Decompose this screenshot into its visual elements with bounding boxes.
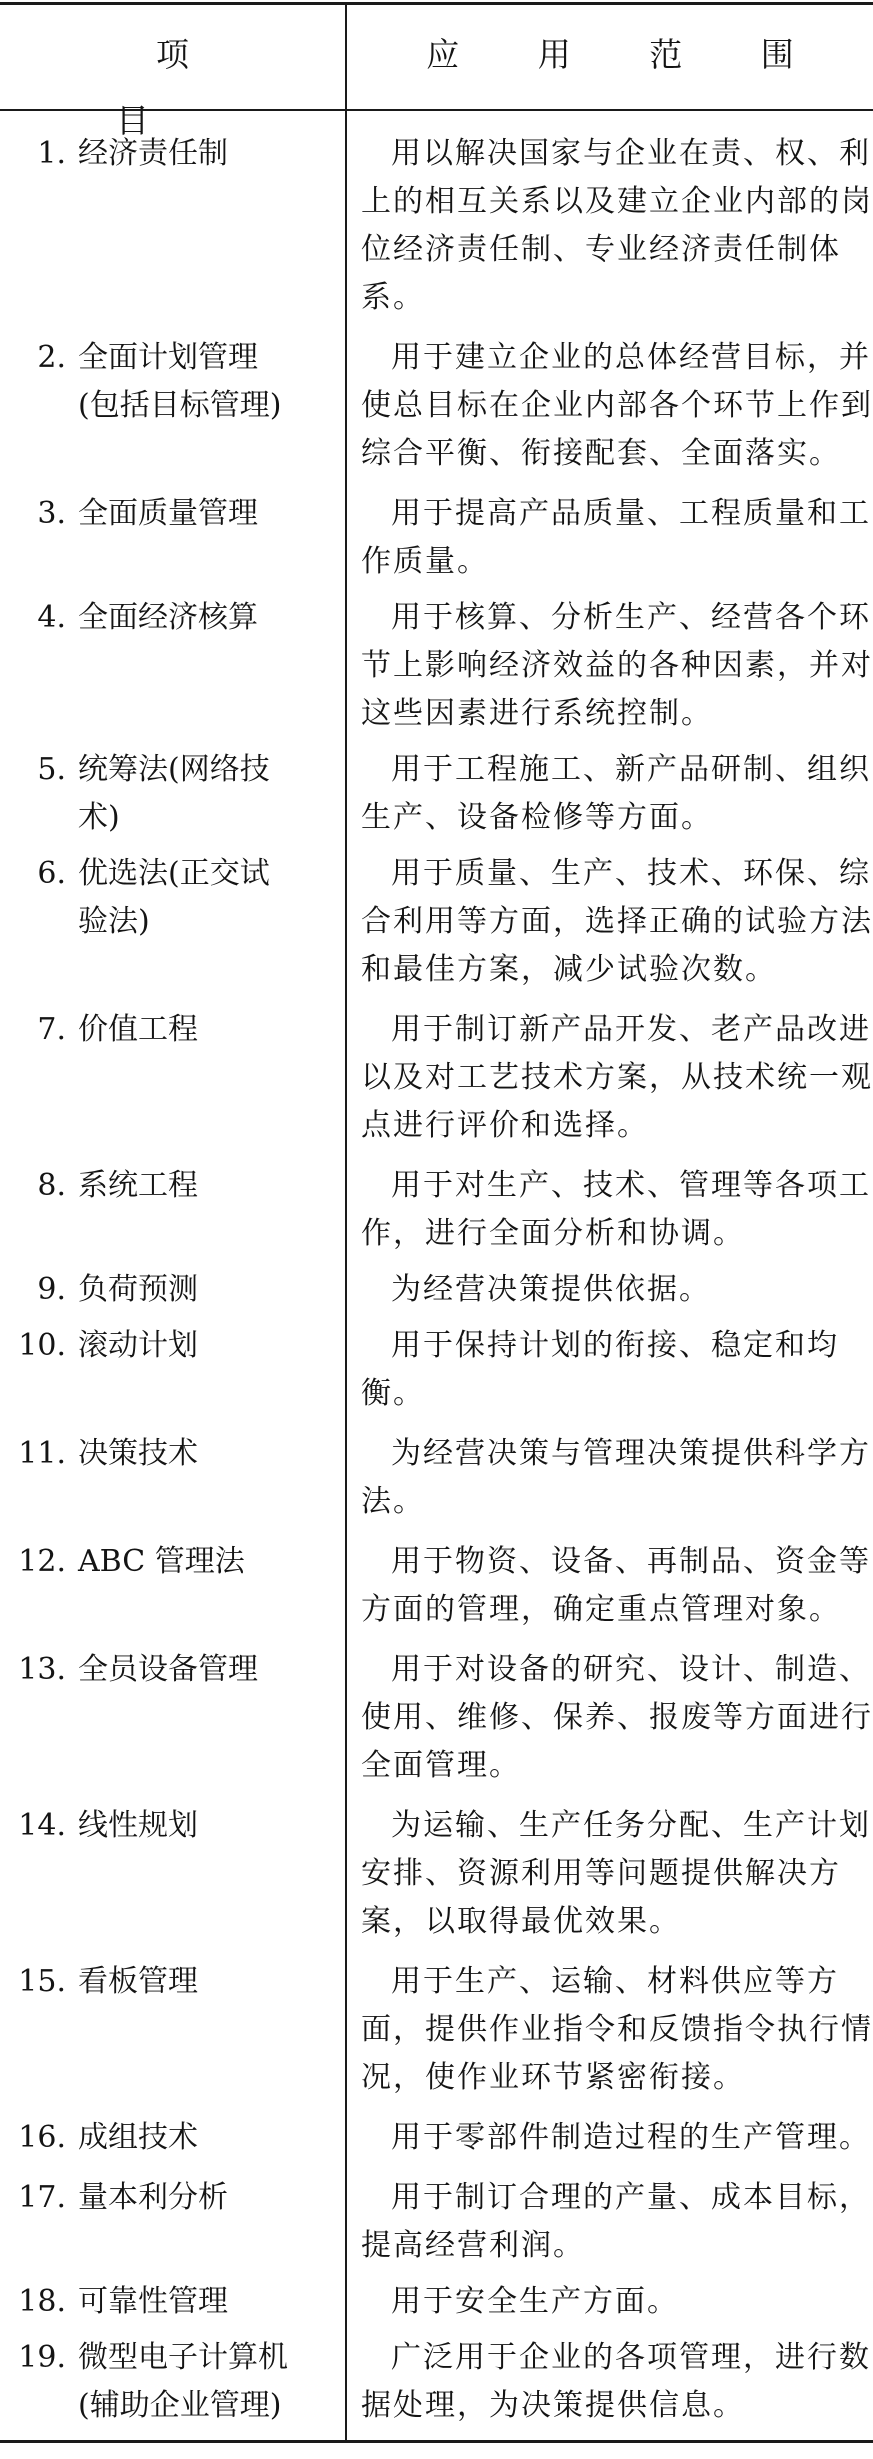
scope-cell: 用于质量、生产、技术、环保、综合利用等方面，选择正确的试验方法和最佳方案，减少试验次数。 <box>361 856 873 987</box>
item-number: 8. <box>37 1168 66 1203</box>
item-cell <box>0 1538 345 1634</box>
item-name: 价值工程 <box>78 1012 198 1047</box>
item-name: 微型电子计算机 (辅助企业管理) <box>78 2340 288 2423</box>
table-row <box>0 1958 873 2102</box>
item-number: 12. <box>18 1544 66 1579</box>
scope-cell: 用于提高产品质量、工程质量和工作质量。 <box>361 496 871 579</box>
item-name: 看板管理 <box>78 1964 198 1999</box>
item-cell <box>0 2174 345 2270</box>
header-scope: 应 用 范 围 <box>426 35 828 74</box>
scope-cell: 用于安全生产方面。 <box>391 2284 679 2319</box>
table-row <box>0 1006 873 1150</box>
item-name: 负荷预测 <box>78 1272 198 1307</box>
item-name: 可靠性管理 <box>78 2284 228 2319</box>
item-name: 经济责任制 <box>78 136 228 171</box>
item-number: 3. <box>37 496 66 531</box>
table-row <box>0 1430 873 1526</box>
table-row <box>0 334 873 478</box>
table-row <box>0 2278 873 2326</box>
table-row <box>0 1538 873 1634</box>
table-row <box>0 1802 873 1946</box>
scope-cell: 为经营决策与管理决策提供科学方法。 <box>361 1436 871 1519</box>
scope-cell: 用于建立企业的总体经营目标，并使总目标在企业内部各个环节上作到综合平衡、衔接配套、全面落实。 <box>361 340 873 471</box>
item-cell <box>0 490 345 586</box>
item-cell <box>0 1322 345 1418</box>
scope-cell: 用于工程施工、新产品研制、组织生产、设备检修等方面。 <box>361 752 871 835</box>
item-cell <box>0 1958 345 2102</box>
item-cell <box>0 1430 345 1526</box>
item-cell <box>0 1646 345 1790</box>
scope-cell: 用于制订合理的产量、成本目标，提高经营利润。 <box>361 2180 871 2263</box>
item-cell <box>0 1162 345 1258</box>
table-row <box>0 1646 873 1790</box>
item-cell <box>0 1266 345 1314</box>
item-number: 2. <box>37 340 66 375</box>
item-name: 优选法(正交试 验法) <box>78 856 270 939</box>
item-name: 决策技术 <box>78 1436 198 1471</box>
item-name: 成组技术 <box>78 2120 198 2155</box>
item-name: 量本利分析 <box>78 2180 228 2215</box>
item-cell <box>0 1006 345 1150</box>
table-row <box>0 850 873 994</box>
item-number: 6. <box>37 856 66 891</box>
item-cell <box>0 2278 345 2326</box>
item-cell <box>0 2334 345 2430</box>
scope-cell: 用以解决国家与企业在责、权、利上的相互关系以及建立企业内部的岗位经济责任制、专业经济责任制体系。 <box>361 136 873 315</box>
table-row <box>0 594 873 738</box>
item-number: 13. <box>18 1652 66 1687</box>
scope-cell: 用于物资、设备、再制品、资金等方面的管理，确定重点管理对象。 <box>361 1544 871 1627</box>
table-body <box>0 130 873 2438</box>
table-row <box>0 1322 873 1418</box>
table-top-rule <box>0 2 873 5</box>
scope-cell: 用于生产、运输、材料供应等方面，提供作业指令和反馈指令执行情况，使作业环节紧密衔接。 <box>361 1964 873 2095</box>
scope-cell: 为经营决策提供依据。 <box>391 1272 711 1307</box>
item-number: 15. <box>18 1964 66 1999</box>
item-number: 16. <box>18 2120 66 2155</box>
table-row <box>0 1266 873 1314</box>
item-number: 9. <box>37 1272 66 1307</box>
item-name: 全面经济核算 <box>78 600 258 635</box>
scope-cell: 广泛用于企业的各项管理，进行数据处理，为决策提供信息。 <box>361 2340 871 2423</box>
item-number: 7. <box>37 1012 66 1047</box>
item-name: 线性规划 <box>78 1808 198 1843</box>
item-name: 系统工程 <box>78 1168 198 1203</box>
item-number: 14. <box>18 1808 66 1843</box>
table-row <box>0 2174 873 2270</box>
item-number: 4. <box>37 600 66 635</box>
scope-cell: 用于制订新产品开发、老产品改进以及对工艺技术方案，从技术统一观点进行评价和选择。 <box>361 1012 873 1143</box>
table-row <box>0 1162 873 1258</box>
scope-cell: 为运输、生产任务分配、生产计划安排、资源利用等问题提供解决方案，以取得最优效果。 <box>361 1808 871 1939</box>
item-cell <box>0 594 345 738</box>
item-name: 全员设备管理 <box>78 1652 258 1687</box>
table-row <box>0 130 873 322</box>
item-number: 17. <box>18 2180 66 2215</box>
item-name: 全面计划管理 (包括目标管理) <box>78 340 282 423</box>
item-cell <box>0 746 345 842</box>
scope-cell: 用于零部件制造过程的生产管理。 <box>391 2120 871 2155</box>
item-cell <box>0 334 345 478</box>
item-cell <box>0 1802 345 1946</box>
item-number: 18. <box>18 2284 66 2319</box>
item-number: 1. <box>37 136 66 171</box>
item-name: 滚动计划 <box>78 1328 198 1363</box>
scope-cell: 用于核算、分析生产、经营各个环节上影响经济效益的各种因素，并对这些因素进行系统控制。 <box>361 600 873 731</box>
scope-cell: 用于保持计划的衔接、稳定和均衡。 <box>361 1328 839 1411</box>
table-row <box>0 2334 873 2430</box>
item-cell <box>0 850 345 994</box>
scope-cell: 用于对设备的研究、设计、制造、使用、维修、保养、报废等方面进行全面管理。 <box>361 1652 873 1783</box>
table-row <box>0 2114 873 2162</box>
item-number: 10. <box>18 1328 66 1363</box>
table-bottom-rule <box>0 2440 873 2443</box>
item-number: 11. <box>18 1436 66 1471</box>
table-row <box>0 746 873 842</box>
header-item: 项 目 <box>116 35 269 140</box>
table-row <box>0 490 873 586</box>
item-number: 19. <box>18 2340 66 2375</box>
item-name: 统筹法(网络技 术) <box>78 752 270 835</box>
scope-cell: 用于对生产、技术、管理等各项工作，进行全面分析和协调。 <box>361 1168 871 1251</box>
item-number: 5. <box>37 752 66 787</box>
item-name: ABC 管理法 <box>78 1544 245 1579</box>
item-cell <box>0 130 345 322</box>
item-name: 全面质量管理 <box>78 496 258 531</box>
item-cell <box>0 2114 345 2162</box>
